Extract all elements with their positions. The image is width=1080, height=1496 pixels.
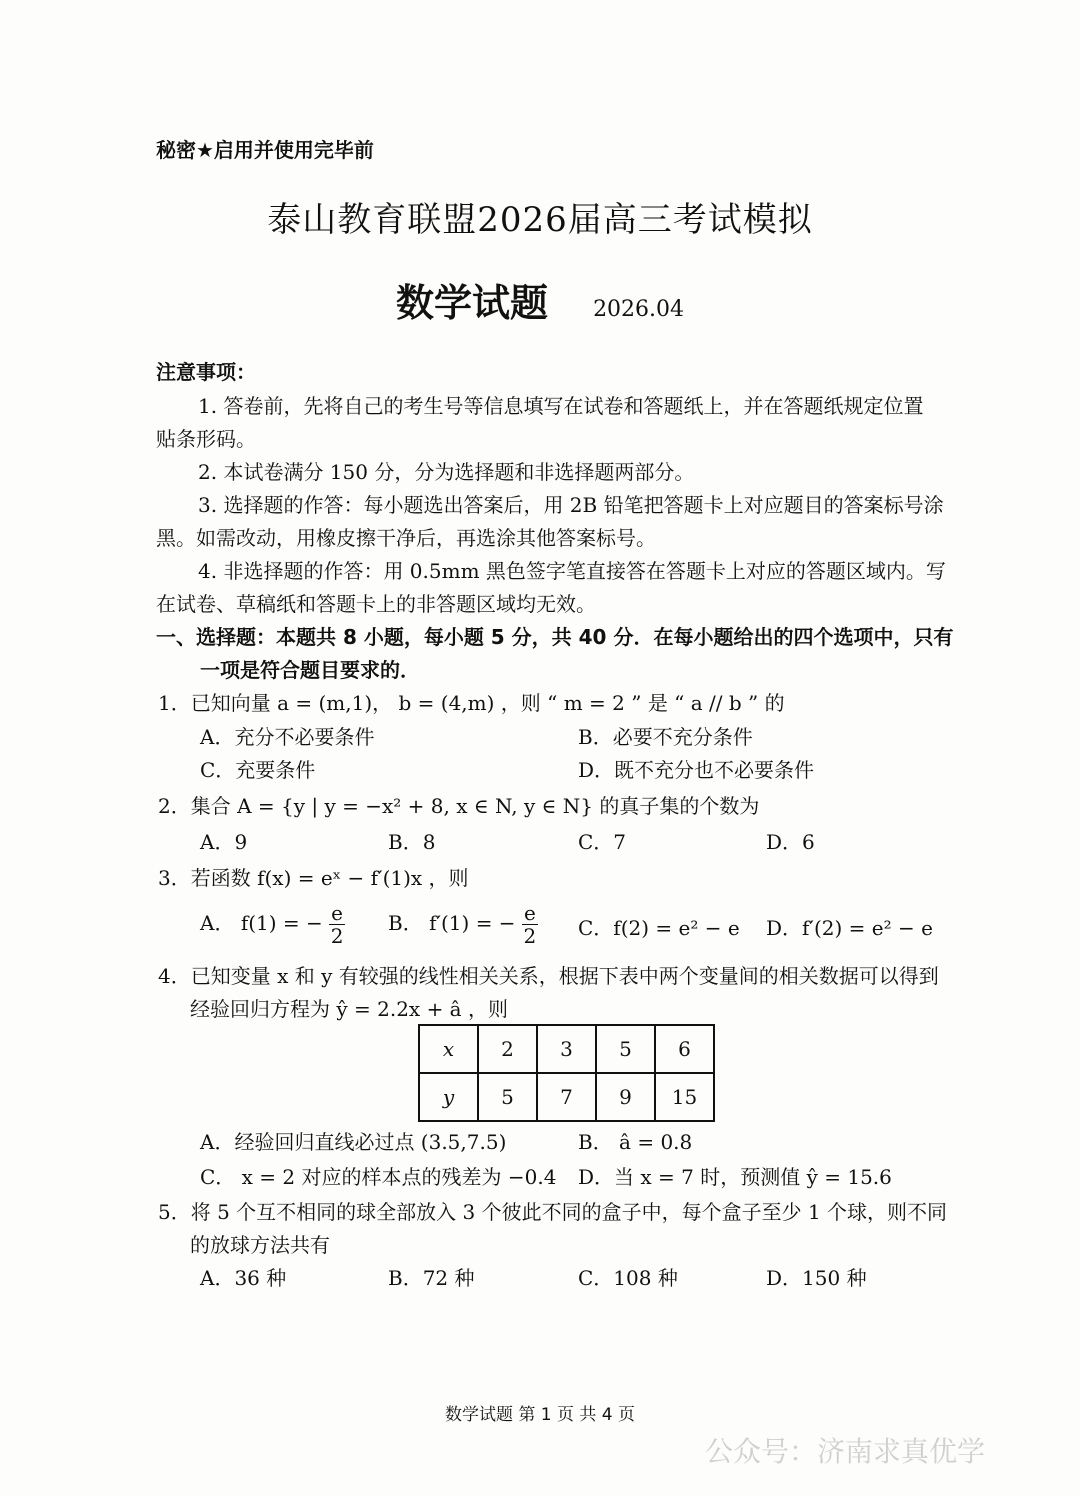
table-cell: 2 (478, 1025, 537, 1073)
table-row-x (419, 1025, 714, 1073)
subtitle-row (0, 272, 1080, 327)
table-cell: 7 (537, 1073, 596, 1121)
table-cell: 9 (596, 1073, 655, 1121)
q4-line-2: 经验回归方程为 ŷ = 2.2x + â ，则 (190, 997, 508, 1021)
q1-option-b: B．必要不充分条件 (578, 725, 753, 749)
q3-option-b-label: B． (388, 911, 423, 935)
notice-line-2: 贴条形码。 (156, 427, 256, 451)
q5-option-b: B．72 种 (388, 1266, 475, 1290)
q5-line-1: 5．将 5 个互不相同的球全部放入 3 个彼此不同的盒子中，每个盒子至少 1 个球，则不同 (158, 1200, 948, 1224)
q3-option-a (200, 902, 345, 947)
exam-title: 泰山教育联盟2026届高三考试模拟 (267, 200, 813, 240)
q5-line-2: 的放球方法共有 (190, 1233, 330, 1257)
notice-line-4: 3. 选择题的作答：每小题选出答案后，用 2B 铅笔把答题卡上对应题目的答案标号涂 (198, 493, 944, 517)
q2-option-a: A．9 (200, 830, 248, 854)
notice-line-5: 黑。如需改动，用橡皮擦干净后，再选涂其他答案标号。 (156, 526, 656, 550)
exam-subject: 数学试题 (395, 281, 548, 325)
notice-line-7: 在试卷、草稿纸和答题卡上的非答题区域均无效。 (156, 592, 596, 616)
q3-option-d: D．f′(2) = e² − e (766, 916, 933, 940)
fraction-numerator: e (331, 901, 343, 925)
q4-data-table (418, 1024, 715, 1122)
q1-option-d: D．既不充分也不必要条件 (578, 758, 815, 782)
q5-option-d: D．150 种 (766, 1266, 867, 1290)
notice-line-1: 1. 答卷前，先将自己的考生号等信息填写在试卷和答题纸上，并在答题纸规定位置 (198, 394, 924, 418)
q3-option-b (388, 902, 538, 947)
q4-option-c: C． x = 2 对应的样本点的残差为 −0.4 (200, 1165, 557, 1189)
watermark: 公众号：济南求真优学 (705, 1435, 986, 1468)
fraction-denominator: 2 (330, 924, 344, 948)
q1-option-c: C．充要条件 (200, 758, 316, 782)
q2-option-c: C．7 (578, 830, 627, 854)
q3-option-b-expr: f′(1) = − (429, 911, 516, 935)
section-heading-line-2: 一项是符合题目要求的． (200, 658, 420, 682)
table-cell: 3 (537, 1025, 596, 1073)
q4-option-d: D．当 x = 7 时，预测值 ŷ = 15.6 (578, 1165, 892, 1189)
exam-date: 2026.04 (593, 297, 685, 322)
table-cell: 6 (655, 1025, 714, 1073)
confidential-label: 秘密★启用并使用完毕前 (156, 138, 374, 162)
page-footer: 数学试题 第 1 页 共 4 页 (444, 1405, 636, 1425)
table-header-x: x (419, 1025, 478, 1073)
section-heading-line-1: 一、选择题：本题共 8 小题，每小题 5 分，共 40 分．在每小题给出的四个选项中，只有 (156, 625, 954, 649)
q2-option-d: D．6 (766, 830, 815, 854)
table-header-y: y (419, 1073, 478, 1121)
notice-line-6: 4. 非选择题的作答：用 0.5mm 黑色签字笔直接答在答题卡上对应的答题区域内。写 (198, 559, 946, 583)
q3-stem: 3．若函数 f(x) = eˣ − f′(1)x ，则 (158, 866, 469, 890)
q4-line-1: 4．已知变量 x 和 y 有较强的线性相关关系，根据下表中两个变量间的相关数据可以得到 (158, 964, 939, 988)
q4-option-b: B． â = 0.8 (578, 1130, 693, 1154)
q1-stem: 1．已知向量 a = (m,1)， b = (4,m) ，则 “ m = 2 ” 是 “ a // b ” 的 (158, 691, 785, 715)
q5-option-a: A．36 种 (200, 1266, 287, 1290)
q5-option-c: C．108 种 (578, 1266, 678, 1290)
fraction-denominator: 2 (523, 924, 537, 948)
q1-option-a: A．充分不必要条件 (200, 725, 375, 749)
q4-option-a: A．经验回归直线必过点 (3.5,7.5) (200, 1130, 507, 1154)
q3-option-b-fraction (522, 902, 538, 947)
q2-option-b: B．8 (388, 830, 436, 854)
table-cell: 5 (478, 1073, 537, 1121)
q3-option-a-expr: f(1) = − (240, 911, 323, 935)
table-cell: 5 (596, 1025, 655, 1073)
table-cell: 15 (655, 1073, 714, 1121)
q3-option-a-fraction (329, 902, 345, 947)
q3-option-c: C．f(2) = e² − e (578, 916, 740, 940)
fraction-numerator: e (523, 901, 536, 925)
table-row-y (419, 1073, 714, 1121)
q2-stem: 2．集合 A = {y | y = −x² + 8, x ∈ N, y ∈ N} 的真子集的个数为 (158, 794, 760, 818)
notice-line-3: 2. 本试卷满分 150 分，分为选择题和非选择题两部分。 (198, 460, 695, 484)
notice-heading: 注意事项： (156, 360, 256, 384)
q3-option-a-label: A． (200, 911, 235, 935)
